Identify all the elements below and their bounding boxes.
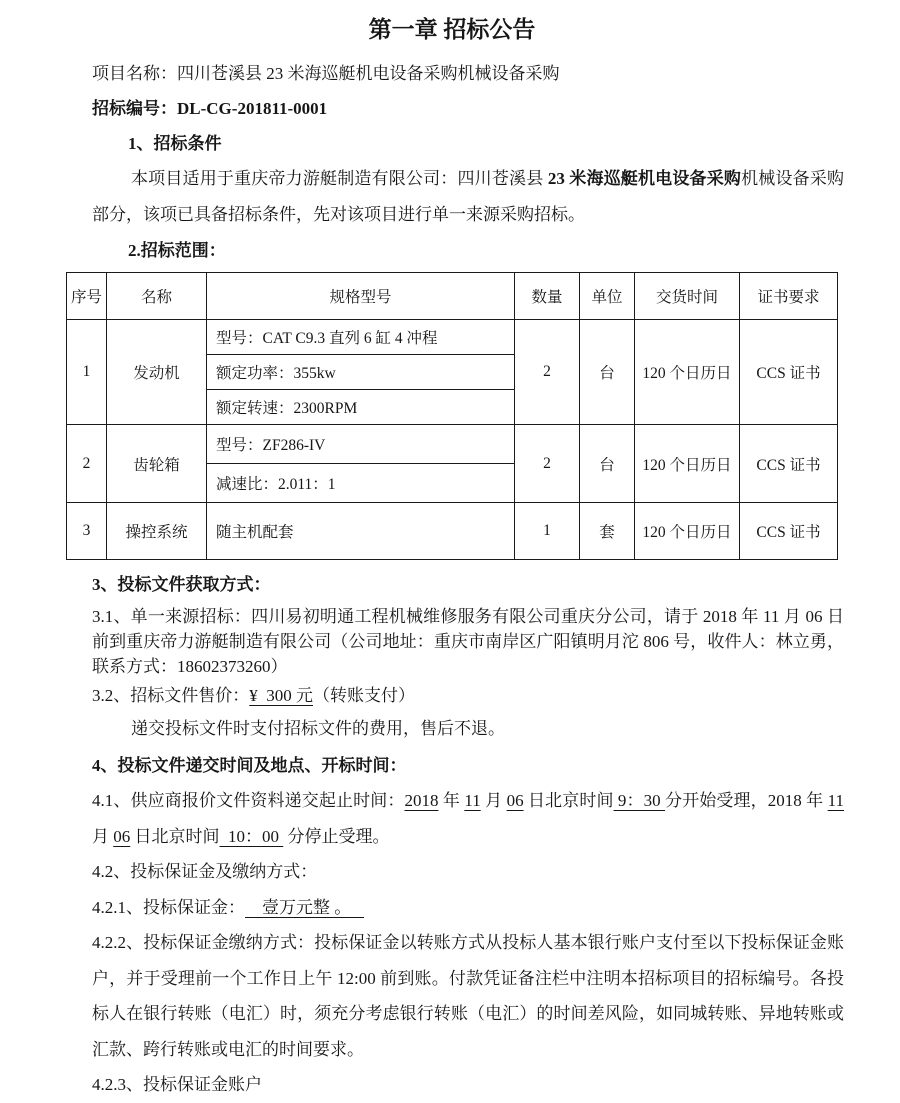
delivery-cell: 120 个日历日 — [635, 320, 740, 425]
spec-cell: 减速比：2.011：1 — [207, 464, 515, 503]
section-3-heading: 3、投标文件获取方式： — [92, 575, 271, 594]
unit-cell: 台 — [580, 425, 635, 503]
col-header-qty: 数量 — [515, 273, 580, 320]
clause-4-2-2: 4.2.2、投标保证金缴纳方式：投标保证金以转账方式从投标人基本银行账户支付至以下投标保证金账户，并于受理前一个工作日上午 12:00 前到账。付款凭证备注栏中注明本招标项目的招标编号。各投标人在银行转账（电汇）时，须充分考虑银行转账（电汇）的时间差风险，如同城转账、异地转账或汇款、跨行转账或电汇的时间要求。 — [92, 933, 844, 1059]
item-name-cell: 操控系统 — [107, 503, 207, 560]
table-header-row — [67, 273, 838, 320]
clause-4-2-1: 4.2.1、投标保证金： 壹万元整 。 — [92, 897, 364, 917]
section-2-heading: 2.招标范围： — [128, 241, 226, 260]
page-title: 第一章 招标公告 — [368, 17, 536, 42]
table-row-control-system — [67, 503, 838, 560]
procurement-scope-table — [66, 272, 838, 560]
clause-4-2: 4.2、投标保证金及缴纳方式： — [92, 862, 318, 881]
section-4-heading: 4、投标文件递交时间及地点、开标时间： — [92, 756, 407, 775]
qty-cell: 2 — [515, 320, 580, 425]
section-1-heading: 1、招标条件 — [128, 134, 222, 153]
row-no-cell: 1 — [67, 320, 107, 425]
clause-3-1: 3.1、单一来源招标：四川易初明通工程机械维修服务有限公司重庆分公司，请于 2018 年 11 月 06 日前到重庆帝力游艇制造有限公司（公司地址：重庆市南岸区广阳镇明月沱 806 号，收件人：林立勇，联系方式：18602373260） — [92, 607, 844, 676]
clause-3-2: 3.2、招标文件售价：¥ 300 元（转账支付） — [92, 686, 415, 705]
cert-cell: CCS 证书 — [740, 320, 838, 425]
row-no-cell: 3 — [67, 503, 107, 560]
spec-cell: 额定功率：355kw — [207, 355, 515, 390]
fee-note: 递交投标文件时支付招标文件的费用，售后不退。 — [131, 719, 505, 738]
unit-cell: 套 — [580, 503, 635, 560]
col-header-name: 名称 — [107, 273, 207, 320]
spec-cell: 额定转速：2300RPM — [207, 390, 515, 425]
spec-cell: 型号：CAT C9.3 直列 6 缸 4 冲程 — [207, 320, 515, 355]
col-header-seq: 序号 — [67, 273, 107, 320]
col-header-delivery: 交货时间 — [635, 273, 740, 320]
spec-cell: 型号：ZF286-IV — [207, 425, 515, 464]
col-header-cert: 证书要求 — [740, 273, 838, 320]
bid-number-line: 招标编号：DL-CG-201811-0001 — [92, 99, 328, 118]
clause-4-1: 4.1、供应商报价文件资料递交起止时间：2018 年 11 月 06 日北京时间 9：30 分开始受理，2018 年 11 月 06 日北京时间 10：00 分停止受理。 — [92, 791, 845, 846]
cert-cell: CCS 证书 — [740, 425, 838, 503]
delivery-cell: 120 个日历日 — [635, 425, 740, 503]
table-row-gearbox — [67, 425, 838, 464]
item-name-cell: 发动机 — [107, 320, 207, 425]
delivery-cell: 120 个日历日 — [635, 503, 740, 560]
qty-cell: 1 — [515, 503, 580, 560]
table-row-engine — [67, 320, 838, 355]
qty-cell: 2 — [515, 425, 580, 503]
col-header-unit: 单位 — [580, 273, 635, 320]
clause-4-2-3: 4.2.3、投标保证金账户 — [92, 1075, 262, 1094]
unit-cell: 台 — [580, 320, 635, 425]
section-1-paragraph: 本项目适用于重庆帝力游艇制造有限公司：四川苍溪县 23 米海巡艇机电设备采购机械设备采购部分，该项已具备招标条件，先对该项目进行单一来源采购招标。 — [92, 169, 845, 224]
col-header-spec: 规格型号 — [207, 273, 515, 320]
project-name-line: 项目名称：四川苍溪县 23 米海巡艇机电设备采购机械设备采购 — [92, 64, 560, 83]
item-name-cell: 齿轮箱 — [107, 425, 207, 503]
row-no-cell: 2 — [67, 425, 107, 503]
spec-cell: 随主机配套 — [207, 503, 515, 560]
cert-cell: CCS 证书 — [740, 503, 838, 560]
